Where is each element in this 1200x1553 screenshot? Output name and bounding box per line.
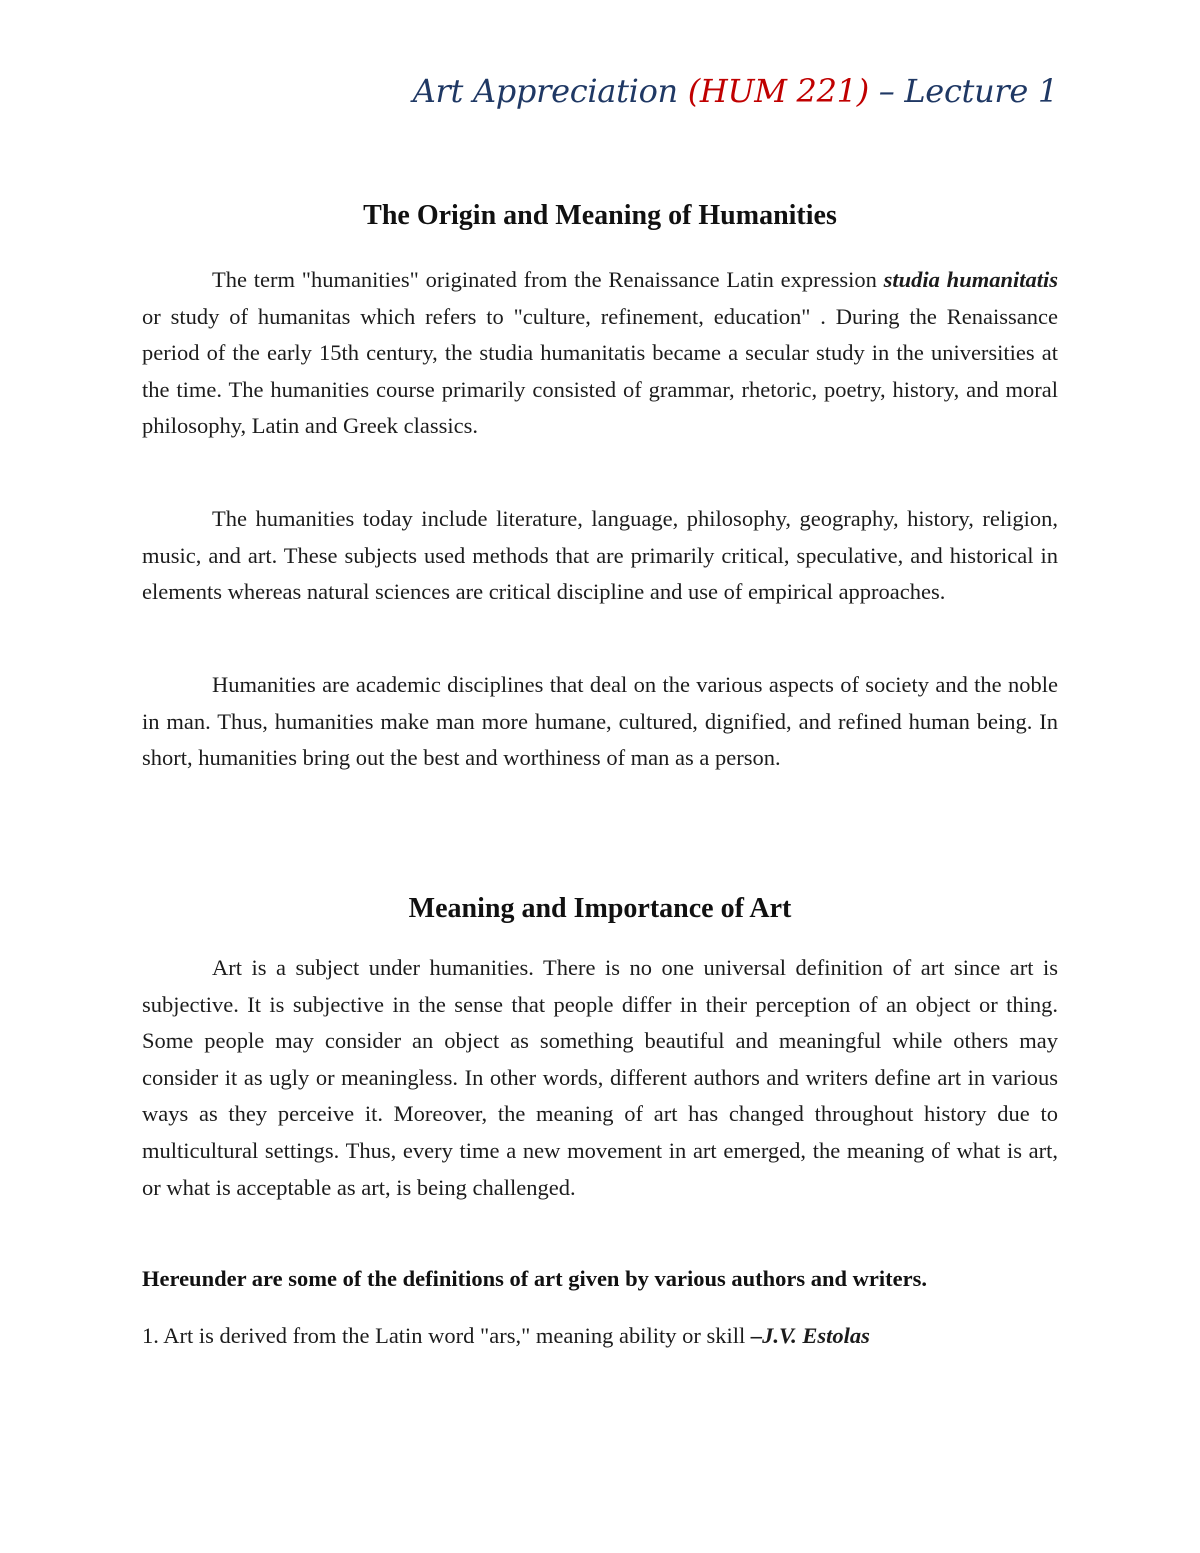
paragraph-origin-text-1: The term "humanities" originated from the Renaissance Latin expression [212,267,884,292]
definitions-lead: Hereunder are some of the definitions of art given by various authors and writers. [142,1266,927,1291]
paragraph-art-subject: Art is a subject under humanities. There is no one universal definition of art since art is subjective. It is subjective in the sense that people differ in their perception of an object or thing. Some people may consider an object as something beautiful and meaningful while others may consider it as ugly or meaningless. In other words, different authors and writers define art in various ways as they perceive it. Moreover, the meaning of art has changed throughout history due to multicultural settings. Thus, every time a new movement in art emerged, the meaning of what is art, or what is acceptable as art, is being challenged. [142,955,1058,1200]
definition-author: J.V. Estolas [762,1323,870,1348]
definition-text: Art is derived from the Latin word "ars," meaning ability or skill [158,1323,751,1348]
term-studia-humanitatis: studia humanitatis [883,267,1058,292]
lecture-header [413,72,1058,110]
paragraph-origin-text-2: or study of humanitas which refers to "culture, refinement, education" . During the Renaissance period of the early 15th century, the studia humanitatis became a secular study in the universities at the time. The humanities course primarily consisted of grammar, rhetoric, poetry, history, and moral philosophy, Latin and Greek classics. [142,303,1058,439]
paragraph-humanities-today: The humanities today include literature, language, philosophy, geography, history, religion, music, and art. These subjects used methods that are primarily critical, speculative, and historical in elements whereas natural sciences are critical discipline and use of empirical approaches. [142,506,1058,605]
header-suffix: – Lecture 1 [868,72,1058,110]
header-prefix: Art Appreciation [412,72,688,110]
paragraph-origin [142,262,1058,445]
course-code: (HUM 221) [687,72,869,110]
paragraph-academic-disciplines: Humanities are academic disciplines that deal on the various aspects of society and the noble in man. Thus, humanities make man more humane, cultured, dignified, and refined human being. In short, humanities bring out the best and worthiness of man as a person. [142,672,1058,771]
section-title-humanities: The Origin and Meaning of Humanities [363,200,837,231]
definition-dash: – [750,1323,763,1348]
definition-number: 1. [142,1323,159,1348]
section-title-art: Meaning and Importance of Art [408,893,792,924]
definition-item [142,1318,1058,1354]
